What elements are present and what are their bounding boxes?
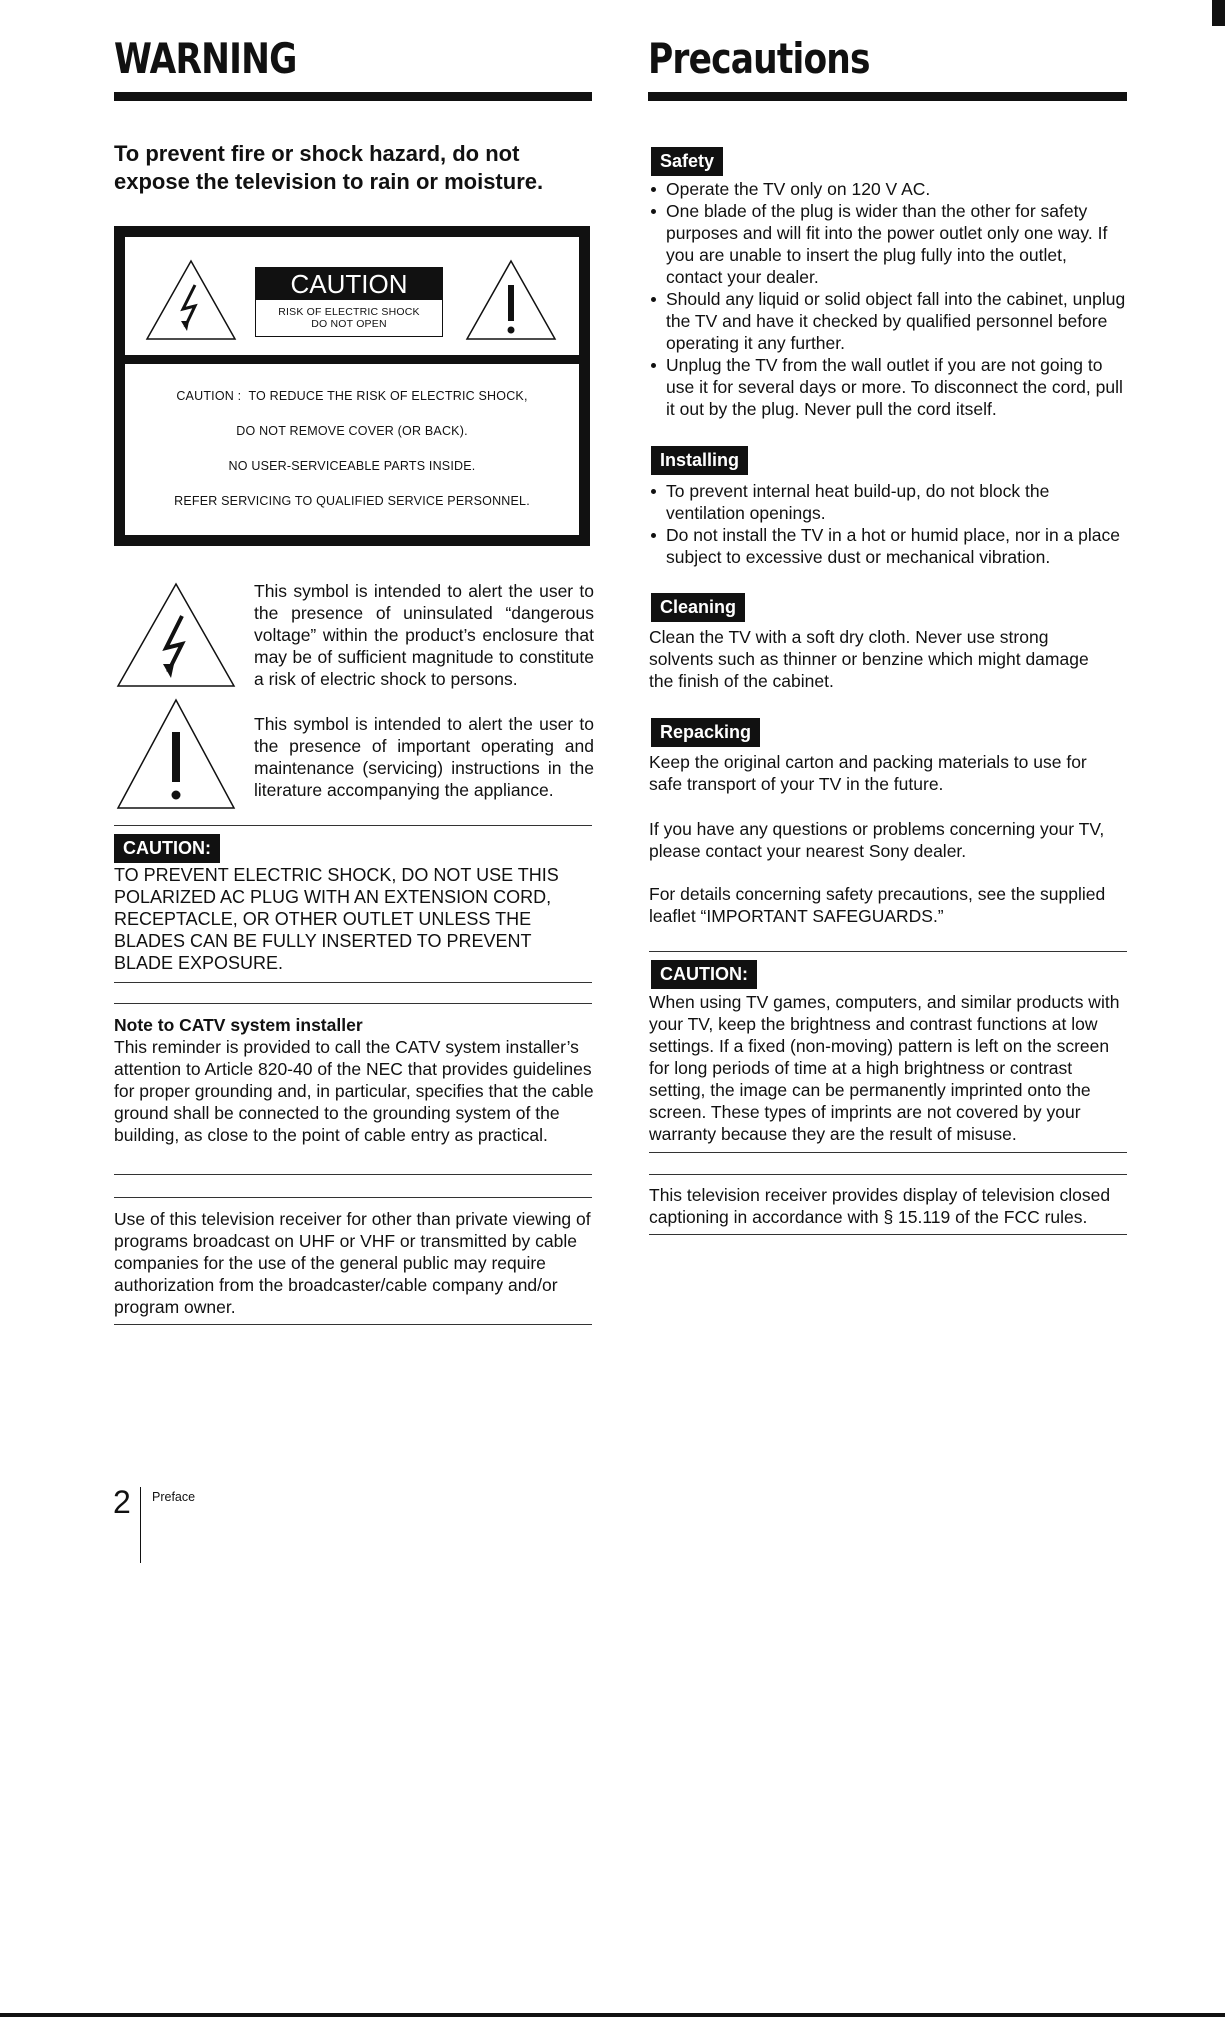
precautions-title: Precautions bbox=[648, 34, 870, 83]
caution-plug-text: TO PREVENT ELECTRIC SHOCK, DO NOT USE THIS POLARIZED AC PLUG WITH AN EXTENSION CORD, RECEPTACLE, OR OTHER OUTLET UNLESS THE BLADES CAN BE FULLY INSERTED TO PREVENT BLADE EXPOSURE. bbox=[114, 865, 559, 973]
footer-vertical-rule bbox=[140, 1487, 141, 1563]
lightning-warning-icon bbox=[145, 259, 237, 341]
caution-label-line3: NO USER-SERVICEABLE PARTS INSIDE. bbox=[228, 459, 476, 473]
precautions-title-rule bbox=[648, 92, 1127, 101]
caution-label-inner bbox=[255, 267, 443, 337]
page-number: 2 bbox=[113, 1484, 131, 1520]
exclamation-symbol-text: This symbol is intended to alert the user to the presence of important operating and maintenance (servicing) instructions in the literature accompanying the appliance. bbox=[254, 714, 594, 800]
caution-plug-bottom-rule bbox=[114, 982, 592, 983]
caution-tv-bottom-rule bbox=[649, 1152, 1127, 1153]
caution-label-box bbox=[114, 226, 590, 546]
questions-text: If you have any questions or problems concerning your TV, please contact your nearest Sony dealer. bbox=[649, 819, 1105, 861]
catv-bottom-rule bbox=[114, 1174, 592, 1175]
caption-bottom-rule bbox=[649, 1234, 1127, 1235]
use-text: Use of this television receiver for other than private viewing of programs broadcast on UHF or VHF or transmitted by cable companies for the use of the general public may require authorization from the broadcaster/cable company and/or program owner. bbox=[114, 1209, 591, 1317]
warning-title: WARNING bbox=[114, 34, 297, 83]
caption-text: This television receiver provides display of television closed captioning in accordance with § 15.119 of the FCC rules. bbox=[649, 1185, 1111, 1227]
details-text: For details concerning safety precautions, see the supplied leaflet “IMPORTANT SAFEGUARDS.” bbox=[649, 884, 1106, 926]
caution-label-line1: CAUTION : TO REDUCE THE RISK OF ELECTRIC SHOCK, bbox=[176, 389, 528, 403]
safety-item: Should any liquid or solid object fall into the cabinet, unplug the TV and have it checked by qualified personnel before operating it any further. bbox=[650, 288, 1126, 354]
installing-tag: Installing bbox=[651, 446, 748, 475]
catv-top-rule bbox=[114, 1003, 592, 1004]
installing-list bbox=[650, 480, 1126, 568]
safety-item: Operate the TV only on 120 V AC. bbox=[650, 178, 1126, 200]
caution-plug-top-rule bbox=[114, 825, 592, 826]
safety-list bbox=[650, 178, 1126, 420]
exclamation-symbol-icon bbox=[116, 698, 236, 810]
exclamation-warning-icon bbox=[465, 259, 557, 341]
caution-tv-top-rule bbox=[649, 951, 1127, 952]
catv-heading: Note to CATV system installer bbox=[114, 1015, 363, 1035]
caution-label-line2: DO NOT REMOVE COVER (OR BACK). bbox=[236, 424, 468, 438]
safety-tag: Safety bbox=[651, 147, 723, 176]
use-top-rule bbox=[114, 1197, 592, 1198]
catv-text: This reminder is provided to call the CATV system installer’s attention to Article 820-40 of the NEC that provides guidelines for proper grounding and, in particular, specifies that the cable ground shall be connected to the grounding system of the building, as close to the point of cable entry as practical. bbox=[114, 1037, 594, 1145]
caution-plug-tag: CAUTION: bbox=[114, 834, 220, 863]
repacking-text: Keep the original carton and packing materials to use for safe transport of your TV in the future. bbox=[649, 752, 1087, 794]
safety-item: One blade of the plug is wider than the other for safety purposes and will fit into the power outlet only one way. If you are unable to insert the plug fully into the outlet, contact your dealer. bbox=[650, 200, 1126, 288]
lightning-symbol-icon bbox=[116, 582, 236, 688]
bottom-edge-rule bbox=[0, 2013, 1225, 2017]
repacking-tag: Repacking bbox=[651, 718, 760, 747]
caution-tv-text: When using TV games, computers, and similar products with your TV, keep the brightness and contrast functions at low settings. If a fixed (non-moving) pattern is left on the screen for long periods of time at a high brightness or contrast setting, the image can be permanently imprinted onto the screen. These types of imprints are not covered by your warranty because they are the result of misuse. bbox=[649, 992, 1120, 1144]
caution-label-line4: REFER SERVICING TO QUALIFIED SERVICE PERSONNEL. bbox=[174, 494, 530, 508]
page-edge-mark bbox=[1212, 0, 1225, 26]
use-bottom-rule bbox=[114, 1324, 592, 1325]
caution-label-sub1: RISK OF ELECTRIC SHOCK bbox=[278, 306, 420, 318]
footer-section: Preface bbox=[152, 1490, 196, 1504]
warning-title-rule bbox=[114, 92, 592, 101]
caution-tv-tag: CAUTION: bbox=[651, 960, 757, 989]
installing-item: To prevent internal heat build-up, do not block the ventilation openings. bbox=[650, 480, 1126, 524]
caution-label-sub2: DO NOT OPEN bbox=[311, 318, 387, 330]
cleaning-text: Clean the TV with a soft dry cloth. Never use strong solvents such as thinner or benzine which might damage the finish of the cabinet. bbox=[649, 627, 1089, 691]
caution-label-divider bbox=[125, 355, 579, 364]
caption-top-rule bbox=[649, 1174, 1127, 1175]
warning-intro: To prevent fire or shock hazard, do not expose the television to rain or moisture. bbox=[114, 141, 544, 194]
safety-item: Unplug the TV from the wall outlet if you are not going to use it for several days or more. To disconnect the cord, pull it out by the plug. Never pull the cord itself. bbox=[650, 354, 1126, 420]
caution-label-title: CAUTION bbox=[256, 268, 442, 300]
cleaning-tag: Cleaning bbox=[651, 593, 745, 622]
lightning-symbol-text: This symbol is intended to alert the user to the presence of uninsulated “dangerous voltage” within the product’s enclosure that may be of sufficient magnitude to constitute a risk of electric shock to persons. bbox=[254, 581, 594, 689]
installing-item: Do not install the TV in a hot or humid place, nor in a place subject to excessive dust or mechanical vibration. bbox=[650, 524, 1126, 568]
